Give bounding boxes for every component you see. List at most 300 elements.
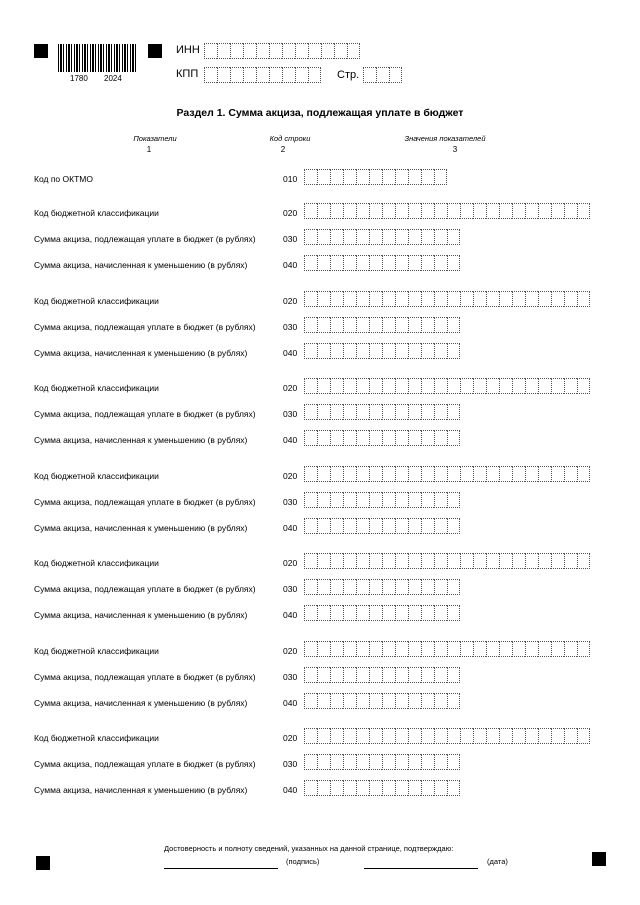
tax-payable-field[interactable]	[304, 579, 460, 595]
input-cell[interactable]	[577, 553, 590, 569]
input-cell[interactable]	[330, 579, 343, 595]
input-cell[interactable]	[356, 317, 369, 333]
input-cell[interactable]	[473, 641, 486, 657]
input-cell[interactable]	[317, 693, 330, 709]
input-cell[interactable]	[577, 203, 590, 219]
input-cell[interactable]	[447, 466, 460, 482]
tax-reduction-field[interactable]	[304, 780, 460, 796]
input-cell[interactable]	[356, 404, 369, 420]
input-cell[interactable]	[343, 255, 356, 271]
input-cell[interactable]	[356, 728, 369, 744]
input-cell[interactable]	[512, 291, 525, 307]
input-cell[interactable]	[317, 317, 330, 333]
input-cell[interactable]	[317, 378, 330, 394]
input-cell[interactable]	[460, 728, 473, 744]
input-cell[interactable]	[330, 605, 343, 621]
input-cell[interactable]	[382, 203, 395, 219]
input-cell[interactable]	[304, 466, 317, 482]
input-cell[interactable]	[395, 553, 408, 569]
tax-reduction-field[interactable]	[304, 518, 460, 534]
input-cell[interactable]	[343, 780, 356, 796]
input-cell[interactable]	[317, 229, 330, 245]
input-cell[interactable]	[304, 291, 317, 307]
input-cell[interactable]	[330, 430, 343, 446]
input-cell[interactable]	[460, 203, 473, 219]
input-cell[interactable]	[551, 291, 564, 307]
input-cell[interactable]	[408, 780, 421, 796]
input-cell[interactable]	[317, 754, 330, 770]
input-cell[interactable]	[538, 641, 551, 657]
input-cell[interactable]	[538, 378, 551, 394]
input-cell[interactable]	[343, 667, 356, 683]
input-cell[interactable]	[343, 728, 356, 744]
input-cell[interactable]	[564, 378, 577, 394]
input-cell[interactable]	[382, 317, 395, 333]
input-cell[interactable]	[395, 667, 408, 683]
input-cell[interactable]	[473, 203, 486, 219]
input-cell[interactable]	[382, 404, 395, 420]
input-cell[interactable]	[499, 641, 512, 657]
input-cell[interactable]	[382, 255, 395, 271]
input-cell[interactable]	[577, 728, 590, 744]
input-cell[interactable]	[343, 553, 356, 569]
input-cell[interactable]	[382, 754, 395, 770]
input-cell[interactable]	[434, 518, 447, 534]
input-cell[interactable]	[282, 43, 295, 59]
input-cell[interactable]	[356, 605, 369, 621]
input-cell[interactable]	[356, 780, 369, 796]
input-cell[interactable]	[330, 728, 343, 744]
tax-reduction-field[interactable]	[304, 255, 460, 271]
input-cell[interactable]	[473, 378, 486, 394]
input-cell[interactable]	[330, 169, 343, 185]
input-cell[interactable]	[317, 291, 330, 307]
input-cell[interactable]	[564, 466, 577, 482]
input-cell[interactable]	[395, 466, 408, 482]
input-cell[interactable]	[317, 430, 330, 446]
input-cell[interactable]	[304, 255, 317, 271]
input-cell[interactable]	[369, 754, 382, 770]
input-cell[interactable]	[538, 553, 551, 569]
tax-payable-field[interactable]	[304, 404, 460, 420]
input-cell[interactable]	[330, 255, 343, 271]
input-cell[interactable]	[304, 343, 317, 359]
input-cell[interactable]	[395, 579, 408, 595]
input-cell[interactable]	[304, 492, 317, 508]
input-cell[interactable]	[577, 466, 590, 482]
input-cell[interactable]	[304, 430, 317, 446]
input-cell[interactable]	[460, 291, 473, 307]
input-cell[interactable]	[577, 291, 590, 307]
input-cell[interactable]	[334, 43, 347, 59]
input-cell[interactable]	[421, 518, 434, 534]
input-cell[interactable]	[369, 255, 382, 271]
input-cell[interactable]	[343, 605, 356, 621]
input-cell[interactable]	[356, 255, 369, 271]
input-cell[interactable]	[304, 404, 317, 420]
input-cell[interactable]	[363, 67, 376, 83]
input-cell[interactable]	[343, 169, 356, 185]
input-cell[interactable]	[304, 317, 317, 333]
input-cell[interactable]	[512, 728, 525, 744]
input-cell[interactable]	[382, 667, 395, 683]
input-cell[interactable]	[395, 492, 408, 508]
input-cell[interactable]	[434, 780, 447, 796]
input-cell[interactable]	[447, 641, 460, 657]
input-cell[interactable]	[473, 291, 486, 307]
input-cell[interactable]	[304, 378, 317, 394]
kbk-field[interactable]	[304, 203, 590, 219]
input-cell[interactable]	[304, 754, 317, 770]
input-cell[interactable]	[564, 553, 577, 569]
input-cell[interactable]	[395, 728, 408, 744]
input-cell[interactable]	[421, 229, 434, 245]
input-cell[interactable]	[369, 605, 382, 621]
input-cell[interactable]	[217, 43, 230, 59]
input-cell[interactable]	[369, 203, 382, 219]
input-cell[interactable]	[382, 430, 395, 446]
input-cell[interactable]	[408, 255, 421, 271]
date-line[interactable]	[364, 868, 478, 869]
input-cell[interactable]	[330, 641, 343, 657]
input-cell[interactable]	[421, 492, 434, 508]
input-cell[interactable]	[317, 466, 330, 482]
input-cell[interactable]	[343, 378, 356, 394]
input-cell[interactable]	[369, 378, 382, 394]
input-cell[interactable]	[317, 728, 330, 744]
input-cell[interactable]	[317, 605, 330, 621]
input-cell[interactable]	[499, 291, 512, 307]
input-cell[interactable]	[408, 728, 421, 744]
input-cell[interactable]	[512, 466, 525, 482]
input-cell[interactable]	[447, 317, 460, 333]
input-cell[interactable]	[434, 492, 447, 508]
input-cell[interactable]	[447, 728, 460, 744]
input-cell[interactable]	[330, 229, 343, 245]
input-cell[interactable]	[447, 229, 460, 245]
input-cell[interactable]	[434, 255, 447, 271]
input-cell[interactable]	[321, 43, 334, 59]
input-cell[interactable]	[538, 203, 551, 219]
input-cell[interactable]	[317, 203, 330, 219]
input-cell[interactable]	[395, 754, 408, 770]
input-cell[interactable]	[408, 466, 421, 482]
input-cell[interactable]	[421, 255, 434, 271]
input-cell[interactable]	[460, 378, 473, 394]
input-cell[interactable]	[447, 780, 460, 796]
input-cell[interactable]	[369, 492, 382, 508]
input-cell[interactable]	[395, 693, 408, 709]
input-cell[interactable]	[343, 291, 356, 307]
input-cell[interactable]	[421, 780, 434, 796]
input-cell[interactable]	[330, 291, 343, 307]
input-cell[interactable]	[434, 579, 447, 595]
input-cell[interactable]	[369, 343, 382, 359]
input-cell[interactable]	[408, 693, 421, 709]
input-cell[interactable]	[551, 553, 564, 569]
input-cell[interactable]	[421, 378, 434, 394]
input-cell[interactable]	[447, 343, 460, 359]
input-cell[interactable]	[317, 518, 330, 534]
kbk-field[interactable]	[304, 378, 590, 394]
input-cell[interactable]	[395, 343, 408, 359]
input-cell[interactable]	[408, 518, 421, 534]
input-cell[interactable]	[395, 169, 408, 185]
input-cell[interactable]	[499, 728, 512, 744]
input-cell[interactable]	[499, 378, 512, 394]
input-cell[interactable]	[382, 553, 395, 569]
input-cell[interactable]	[256, 67, 269, 83]
input-cell[interactable]	[369, 291, 382, 307]
input-cell[interactable]	[408, 404, 421, 420]
input-cell[interactable]	[382, 693, 395, 709]
input-cell[interactable]	[269, 67, 282, 83]
input-cell[interactable]	[538, 291, 551, 307]
input-cell[interactable]	[408, 641, 421, 657]
input-cell[interactable]	[304, 203, 317, 219]
input-cell[interactable]	[525, 378, 538, 394]
input-cell[interactable]	[434, 317, 447, 333]
input-cell[interactable]	[304, 780, 317, 796]
input-cell[interactable]	[434, 754, 447, 770]
input-cell[interactable]	[486, 203, 499, 219]
input-cell[interactable]	[564, 641, 577, 657]
input-cell[interactable]	[525, 641, 538, 657]
input-cell[interactable]	[330, 492, 343, 508]
input-cell[interactable]	[551, 728, 564, 744]
input-cell[interactable]	[356, 466, 369, 482]
input-cell[interactable]	[421, 169, 434, 185]
input-cell[interactable]	[382, 641, 395, 657]
input-cell[interactable]	[434, 404, 447, 420]
input-cell[interactable]	[525, 466, 538, 482]
kbk-field[interactable]	[304, 728, 590, 744]
input-cell[interactable]	[538, 728, 551, 744]
input-cell[interactable]	[408, 378, 421, 394]
kbk-field[interactable]	[304, 553, 590, 569]
input-cell[interactable]	[369, 317, 382, 333]
input-cell[interactable]	[382, 343, 395, 359]
input-cell[interactable]	[369, 229, 382, 245]
input-cell[interactable]	[382, 466, 395, 482]
kbk-field[interactable]	[304, 641, 590, 657]
input-cell[interactable]	[564, 291, 577, 307]
input-cell[interactable]	[282, 67, 295, 83]
tax-reduction-field[interactable]	[304, 693, 460, 709]
input-cell[interactable]	[421, 317, 434, 333]
tax-payable-field[interactable]	[304, 754, 460, 770]
input-cell[interactable]	[382, 229, 395, 245]
input-cell[interactable]	[434, 378, 447, 394]
input-cell[interactable]	[473, 553, 486, 569]
input-cell[interactable]	[447, 255, 460, 271]
input-cell[interactable]	[343, 518, 356, 534]
input-cell[interactable]	[204, 67, 217, 83]
input-cell[interactable]	[395, 229, 408, 245]
input-cell[interactable]	[304, 605, 317, 621]
signature-line[interactable]	[164, 868, 278, 869]
input-cell[interactable]	[434, 667, 447, 683]
input-cell[interactable]	[408, 605, 421, 621]
input-cell[interactable]	[304, 518, 317, 534]
input-cell[interactable]	[434, 641, 447, 657]
input-cell[interactable]	[447, 378, 460, 394]
input-cell[interactable]	[343, 754, 356, 770]
input-cell[interactable]	[447, 667, 460, 683]
input-cell[interactable]	[486, 553, 499, 569]
input-cell[interactable]	[512, 641, 525, 657]
input-cell[interactable]	[525, 291, 538, 307]
tax-reduction-field[interactable]	[304, 605, 460, 621]
input-cell[interactable]	[408, 579, 421, 595]
input-cell[interactable]	[408, 667, 421, 683]
input-cell[interactable]	[447, 430, 460, 446]
tax-payable-field[interactable]	[304, 492, 460, 508]
input-cell[interactable]	[343, 579, 356, 595]
input-cell[interactable]	[330, 754, 343, 770]
input-cell[interactable]	[421, 728, 434, 744]
input-cell[interactable]	[343, 203, 356, 219]
input-cell[interactable]	[395, 780, 408, 796]
input-cell[interactable]	[304, 693, 317, 709]
input-cell[interactable]	[330, 780, 343, 796]
input-cell[interactable]	[551, 466, 564, 482]
input-cell[interactable]	[447, 553, 460, 569]
input-cell[interactable]	[421, 291, 434, 307]
input-cell[interactable]	[434, 466, 447, 482]
input-cell[interactable]	[525, 728, 538, 744]
input-cell[interactable]	[408, 754, 421, 770]
input-cell[interactable]	[538, 466, 551, 482]
input-cell[interactable]	[369, 466, 382, 482]
input-cell[interactable]	[330, 404, 343, 420]
input-cell[interactable]	[382, 291, 395, 307]
input-cell[interactable]	[369, 667, 382, 683]
input-cell[interactable]	[447, 518, 460, 534]
input-cell[interactable]	[408, 203, 421, 219]
input-cell[interactable]	[256, 43, 269, 59]
input-cell[interactable]	[317, 404, 330, 420]
input-cell[interactable]	[473, 728, 486, 744]
input-cell[interactable]	[499, 553, 512, 569]
input-cell[interactable]	[460, 641, 473, 657]
tax-payable-field[interactable]	[304, 667, 460, 683]
input-cell[interactable]	[551, 378, 564, 394]
input-cell[interactable]	[486, 466, 499, 482]
input-cell[interactable]	[356, 430, 369, 446]
input-cell[interactable]	[356, 667, 369, 683]
input-cell[interactable]	[434, 169, 447, 185]
input-cell[interactable]	[317, 641, 330, 657]
input-cell[interactable]	[369, 728, 382, 744]
kpp-field[interactable]	[204, 67, 321, 83]
input-cell[interactable]	[330, 378, 343, 394]
input-cell[interactable]	[395, 317, 408, 333]
input-cell[interactable]	[395, 255, 408, 271]
input-cell[interactable]	[434, 605, 447, 621]
input-cell[interactable]	[447, 579, 460, 595]
kbk-field[interactable]	[304, 466, 590, 482]
input-cell[interactable]	[382, 579, 395, 595]
input-cell[interactable]	[356, 343, 369, 359]
input-cell[interactable]	[447, 754, 460, 770]
input-cell[interactable]	[408, 291, 421, 307]
page-number-field[interactable]	[363, 67, 402, 83]
input-cell[interactable]	[330, 518, 343, 534]
input-cell[interactable]	[304, 667, 317, 683]
input-cell[interactable]	[512, 553, 525, 569]
input-cell[interactable]	[343, 466, 356, 482]
input-cell[interactable]	[421, 203, 434, 219]
input-cell[interactable]	[408, 553, 421, 569]
input-cell[interactable]	[304, 728, 317, 744]
input-cell[interactable]	[304, 579, 317, 595]
input-cell[interactable]	[369, 693, 382, 709]
input-cell[interactable]	[421, 605, 434, 621]
input-cell[interactable]	[434, 728, 447, 744]
input-cell[interactable]	[295, 67, 308, 83]
input-cell[interactable]	[382, 169, 395, 185]
input-cell[interactable]	[434, 291, 447, 307]
input-cell[interactable]	[408, 430, 421, 446]
input-cell[interactable]	[408, 169, 421, 185]
input-cell[interactable]	[330, 343, 343, 359]
input-cell[interactable]	[551, 641, 564, 657]
input-cell[interactable]	[369, 430, 382, 446]
input-cell[interactable]	[356, 641, 369, 657]
input-cell[interactable]	[486, 291, 499, 307]
input-cell[interactable]	[304, 229, 317, 245]
input-cell[interactable]	[369, 404, 382, 420]
input-cell[interactable]	[343, 492, 356, 508]
input-cell[interactable]	[564, 203, 577, 219]
input-cell[interactable]	[382, 780, 395, 796]
input-cell[interactable]	[330, 466, 343, 482]
tax-reduction-field[interactable]	[304, 343, 460, 359]
input-cell[interactable]	[343, 693, 356, 709]
input-cell[interactable]	[395, 518, 408, 534]
input-cell[interactable]	[421, 754, 434, 770]
input-cell[interactable]	[577, 378, 590, 394]
input-cell[interactable]	[343, 343, 356, 359]
input-cell[interactable]	[356, 579, 369, 595]
input-cell[interactable]	[421, 579, 434, 595]
input-cell[interactable]	[204, 43, 217, 59]
input-cell[interactable]	[421, 667, 434, 683]
input-cell[interactable]	[356, 518, 369, 534]
input-cell[interactable]	[330, 667, 343, 683]
input-cell[interactable]	[356, 229, 369, 245]
oktmo-field[interactable]	[304, 169, 447, 185]
input-cell[interactable]	[499, 466, 512, 482]
input-cell[interactable]	[356, 693, 369, 709]
input-cell[interactable]	[486, 378, 499, 394]
input-cell[interactable]	[421, 430, 434, 446]
input-cell[interactable]	[308, 67, 321, 83]
input-cell[interactable]	[343, 404, 356, 420]
input-cell[interactable]	[447, 203, 460, 219]
input-cell[interactable]	[551, 203, 564, 219]
input-cell[interactable]	[525, 553, 538, 569]
input-cell[interactable]	[389, 67, 402, 83]
input-cell[interactable]	[243, 43, 256, 59]
tax-reduction-field[interactable]	[304, 430, 460, 446]
input-cell[interactable]	[230, 43, 243, 59]
input-cell[interactable]	[382, 728, 395, 744]
input-cell[interactable]	[434, 343, 447, 359]
input-cell[interactable]	[304, 553, 317, 569]
input-cell[interactable]	[564, 728, 577, 744]
